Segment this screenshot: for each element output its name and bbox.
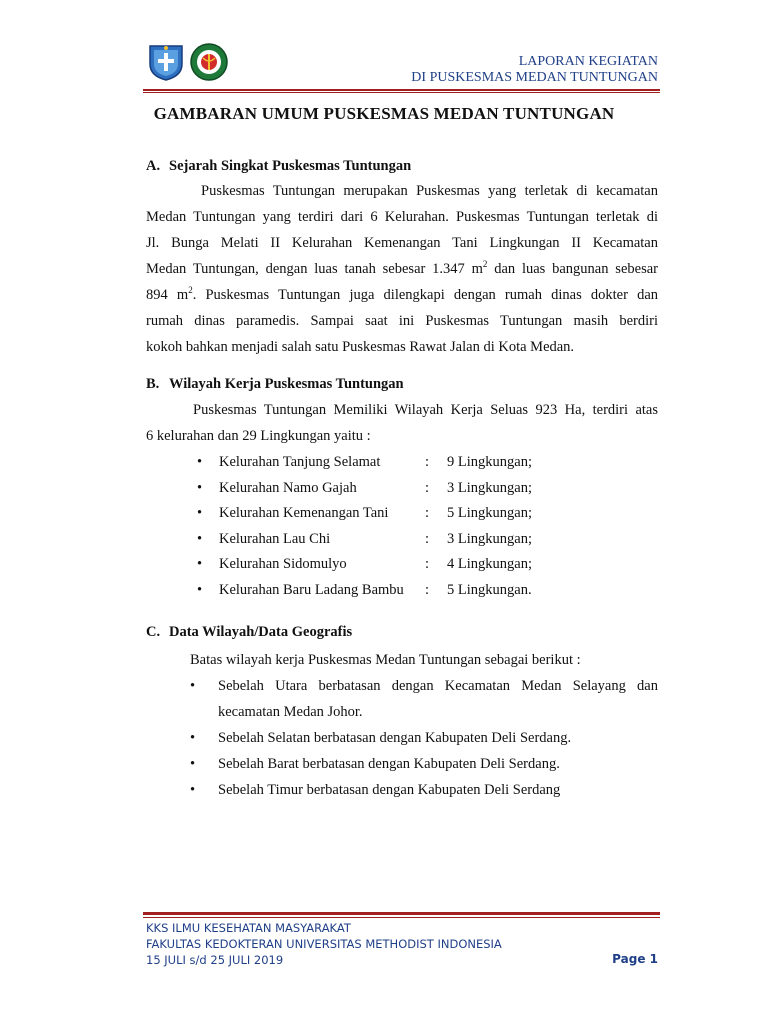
para-line: Jl. Bunga Melati II Kelurahan Kemenangan Tani Lingkungan II Kecamatan <box>146 235 658 251</box>
section-a-letter: A. <box>146 158 161 174</box>
footer-line-1: KKS ILMU KESEHATAN MASYARAKAT <box>146 921 351 935</box>
list-item: • Sebelah Selatan berbatasan dengan Kabupaten Deli Serdang. <box>190 725 658 751</box>
bullet-icon: • <box>190 756 196 772</box>
faculty-emblem-logo <box>189 42 229 82</box>
section-c-letter: C. <box>146 624 161 640</box>
border-list <box>190 673 658 803</box>
university-emblem-logo <box>146 42 186 82</box>
header-line-1: LAPORAN KEGIATAN <box>518 54 658 69</box>
bullet-icon: • <box>190 782 196 798</box>
footer-divider <box>143 912 660 915</box>
list-item: • Kelurahan Sidomulyo : 4 Lingkungan; <box>197 552 532 578</box>
section-b-intro <box>146 397 658 449</box>
kelurahan-list <box>197 450 532 603</box>
list-item: • Kelurahan Kemenangan Tani : 5 Lingkungan; <box>197 501 532 527</box>
report-header <box>411 54 658 86</box>
list-item: • Sebelah Timur berbatasan dengan Kabupaten Deli Serdang <box>190 777 658 803</box>
para-line: Medan Tuntungan yang terdiri dari 6 Kelurahan. Puskesmas Tuntungan terletak di <box>146 209 658 225</box>
footer-divider-thin <box>143 917 660 918</box>
bullet-icon: • <box>197 479 203 496</box>
header-divider <box>143 89 660 91</box>
header-divider-thin <box>143 92 660 93</box>
section-a-title: Sejarah Singkat Puskesmas Tuntungan <box>169 158 412 174</box>
bullet-icon: • <box>190 678 196 694</box>
bullet-icon: • <box>197 505 203 521</box>
list-item: • Kelurahan Namo Gajah : 3 Lingkungan; <box>197 476 532 502</box>
bullet-icon: • <box>197 454 203 470</box>
footer-line-2: FAKULTAS KEDOKTERAN UNIVERSITAS METHODIST INDONESIA <box>146 937 502 951</box>
list-item: • Kelurahan Baru Ladang Bambu : 5 Lingkungan. <box>197 578 532 604</box>
list-item: • Kelurahan Lau Chi : 3 Lingkungan; <box>197 527 532 553</box>
section-c-intro: Batas wilayah kerja Puskesmas Medan Tuntungan sebagai berikut : <box>190 652 581 668</box>
section-c-heading <box>146 624 352 641</box>
section-a-paragraph <box>146 178 658 360</box>
page-title: GAMBARAN UMUM PUSKESMAS MEDAN TUNTUNGAN <box>153 104 615 123</box>
para-line: 6 kelurahan dan 29 Lingkungan yaitu : <box>146 428 371 444</box>
page-number: Page 1 <box>612 952 658 966</box>
section-b-title: Wilayah Kerja Puskesmas Tuntungan <box>169 376 404 392</box>
bullet-icon: • <box>190 730 196 746</box>
list-item: • Sebelah Barat berbatasan dengan Kabupaten Deli Serdang. <box>190 751 658 777</box>
bullet-icon: • <box>197 530 203 547</box>
section-b-heading <box>146 376 404 393</box>
section-b-letter: B. <box>146 376 160 392</box>
bullet-icon: • <box>197 581 203 598</box>
footer-line-3: 15 JULI s/d 25 JULI 2019 <box>146 953 284 967</box>
para-line: rumah dinas paramedis. Sampai saat ini Puskesmas Tuntungan masih berdiri <box>146 313 658 329</box>
list-item: • Sebelah Utara berbatasan dengan Kecamatan Medan Selayang dan kecamatan Medan Johor. <box>190 673 658 725</box>
para-line: Puskesmas Tuntungan merupakan Puskesmas yang terletak di kecamatan <box>201 183 658 199</box>
bullet-icon: • <box>197 556 203 572</box>
para-line: kokoh bahkan menjadi salah satu Puskesmas Rawat Jalan di Kota Medan. <box>146 339 575 355</box>
para-line: Puskesmas Tuntungan Memiliki Wilayah Kerja Seluas 923 Ha, terdiri atas <box>193 402 658 418</box>
header-line-2: DI PUSKESMAS MEDAN TUNTUNGAN <box>411 70 658 85</box>
para-line-area: Medan Tuntungan, dengan luas tanah sebesar 1.347 $m^2$ dan luas bangunan sebesar <box>146 259 658 277</box>
para-line-building: 894 $m^2$. Puskesmas Tuntungan juga dilengkapi dengan rumah dinas dokter dan <box>146 285 658 303</box>
list-item: • Kelurahan Tanjung Selamat : 9 Lingkungan; <box>197 450 532 476</box>
section-a-heading <box>146 158 411 175</box>
section-c-title: Data Wilayah/Data Geografis <box>169 624 353 640</box>
